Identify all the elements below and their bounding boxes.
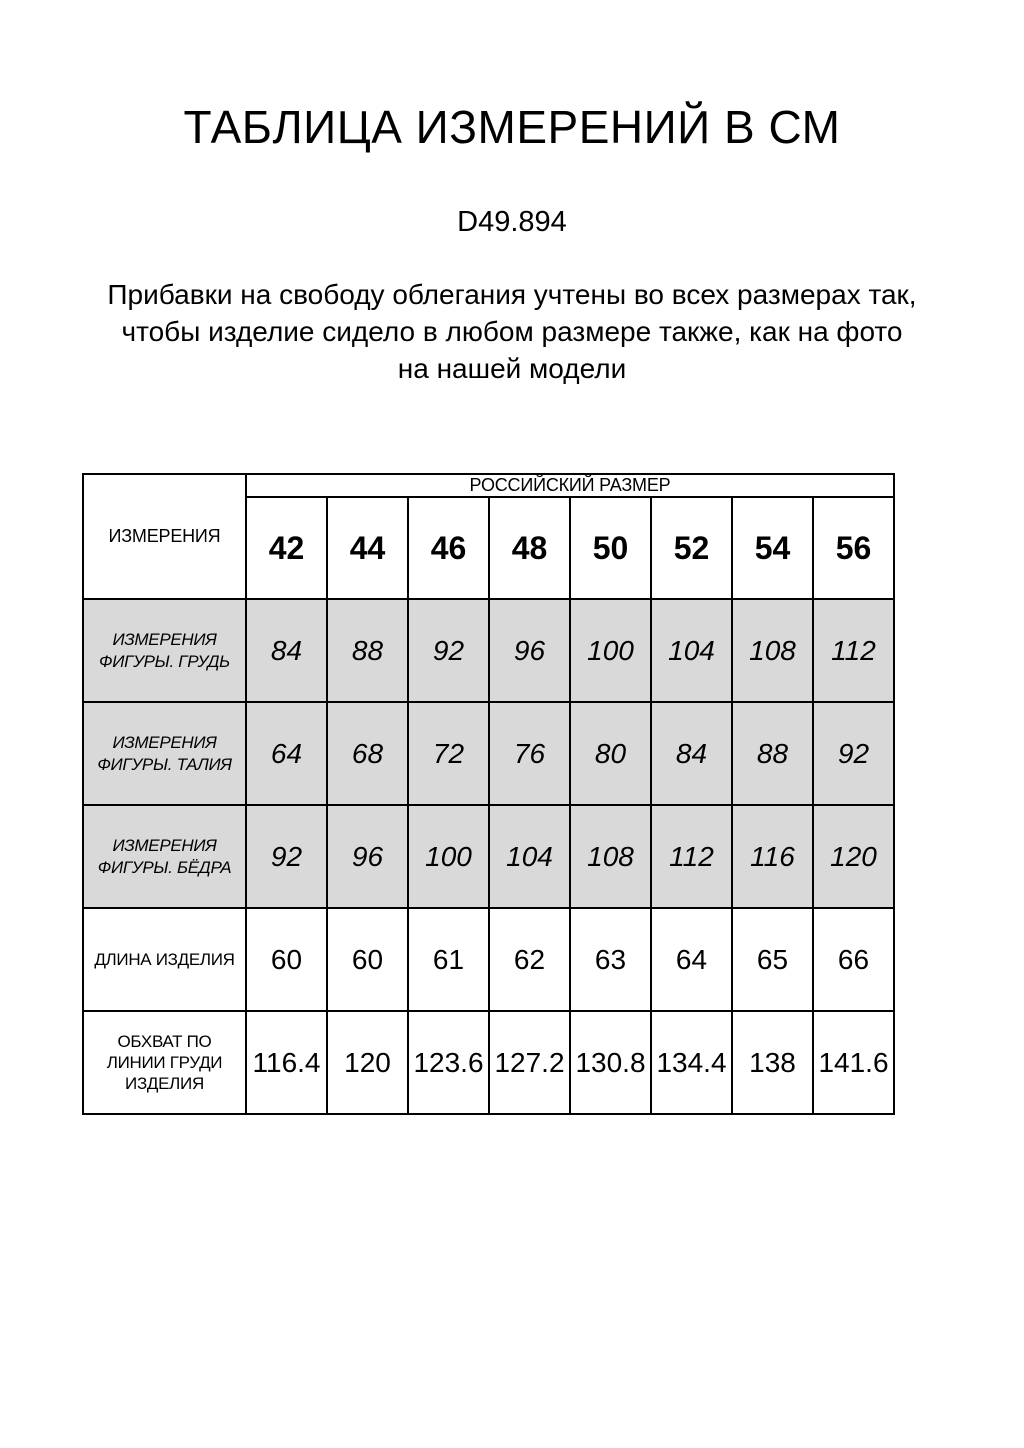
row-label [83,702,246,805]
value-cell: 120 [813,805,894,908]
value-cell: 72 [408,702,489,805]
row-label-line: ФИГУРЫ. ГРУДЬ [99,651,230,671]
value-cell: 108 [570,805,651,908]
size-cell: 48 [489,497,570,599]
intro-line: Прибавки на свободу облегания учтены во всех размерах так, [107,279,917,311]
value-cell: 100 [408,805,489,908]
row-label-line: ФИГУРЫ. БЁДРА [97,857,232,877]
intro-line: чтобы изделие сидело в любом размере также, как на фото [121,316,903,348]
intro-line: на нашей модели [397,353,627,385]
model-code: D49.894 [457,206,567,239]
value-cell: 80 [570,702,651,805]
value-cell: 84 [246,599,327,702]
size-cell: 44 [327,497,408,599]
value-cell: 84 [651,702,732,805]
size-cell: 50 [570,497,651,599]
value-cell: 120 [327,1011,408,1114]
intro-text [0,276,1024,387]
value-cell: 60 [327,908,408,1011]
value-cell: 100 [570,599,651,702]
value-cell: 88 [327,599,408,702]
value-cell: 96 [489,599,570,702]
table-row-chest-girth [83,1011,894,1114]
value-cell: 60 [246,908,327,1011]
value-cell: 76 [489,702,570,805]
value-cell: 65 [732,908,813,1011]
row-label [83,908,246,1011]
value-cell: 104 [489,805,570,908]
row-label-line: ФИГУРЫ. ТАЛИЯ [97,754,232,774]
row-label [83,1011,246,1114]
table-row-item-length [83,908,894,1011]
russian-size-header-cell: РОССИЙСКИЙ РАЗМЕР [246,474,894,497]
size-table [82,473,895,1115]
row-label-line: ЛИНИИ ГРУДИ [106,1052,223,1072]
row-label-line: ИЗМЕРЕНИЯ [112,836,217,856]
value-cell: 112 [651,805,732,908]
value-cell: 88 [732,702,813,805]
value-cell: 116 [732,805,813,908]
measurements-header-cell: ИЗМЕРЕНИЯ [83,474,246,599]
value-cell: 104 [651,599,732,702]
value-cell: 64 [651,908,732,1011]
size-cell: 56 [813,497,894,599]
row-label-line: ИЗМЕРЕНИЯ [112,630,217,650]
size-cell: 46 [408,497,489,599]
value-cell: 116.4 [246,1011,327,1114]
value-cell: 92 [408,599,489,702]
row-label-line: ДЛИНА ИЗДЕЛИЯ [94,949,235,969]
value-cell: 108 [732,599,813,702]
value-cell: 141.6 [813,1011,894,1114]
value-cell: 130.8 [570,1011,651,1114]
value-cell: 68 [327,702,408,805]
table-group-header-row [83,474,894,497]
value-cell: 127.2 [489,1011,570,1114]
value-cell: 64 [246,702,327,805]
value-cell: 123.6 [408,1011,489,1114]
size-cell: 52 [651,497,732,599]
row-label-line: ОБХВАТ ПО [117,1031,212,1051]
value-cell: 66 [813,908,894,1011]
value-cell: 62 [489,908,570,1011]
value-cell: 112 [813,599,894,702]
value-cell: 138 [732,1011,813,1114]
table-row-figure-hips [83,805,894,908]
size-cell: 42 [246,497,327,599]
value-cell: 92 [813,702,894,805]
value-cell: 61 [408,908,489,1011]
row-label [83,805,246,908]
value-cell: 96 [327,805,408,908]
page-title: ТАБЛИЦА ИЗМЕРЕНИЙ В СМ [183,101,841,153]
value-cell: 92 [246,805,327,908]
table-row-figure-chest [83,599,894,702]
value-cell: 134.4 [651,1011,732,1114]
row-label-line: ИЗМЕРЕНИЯ [112,733,217,753]
value-cell: 63 [570,908,651,1011]
size-cell: 54 [732,497,813,599]
row-label-line: ИЗДЕЛИЯ [125,1074,204,1094]
row-label [83,599,246,702]
table-row-figure-waist [83,702,894,805]
